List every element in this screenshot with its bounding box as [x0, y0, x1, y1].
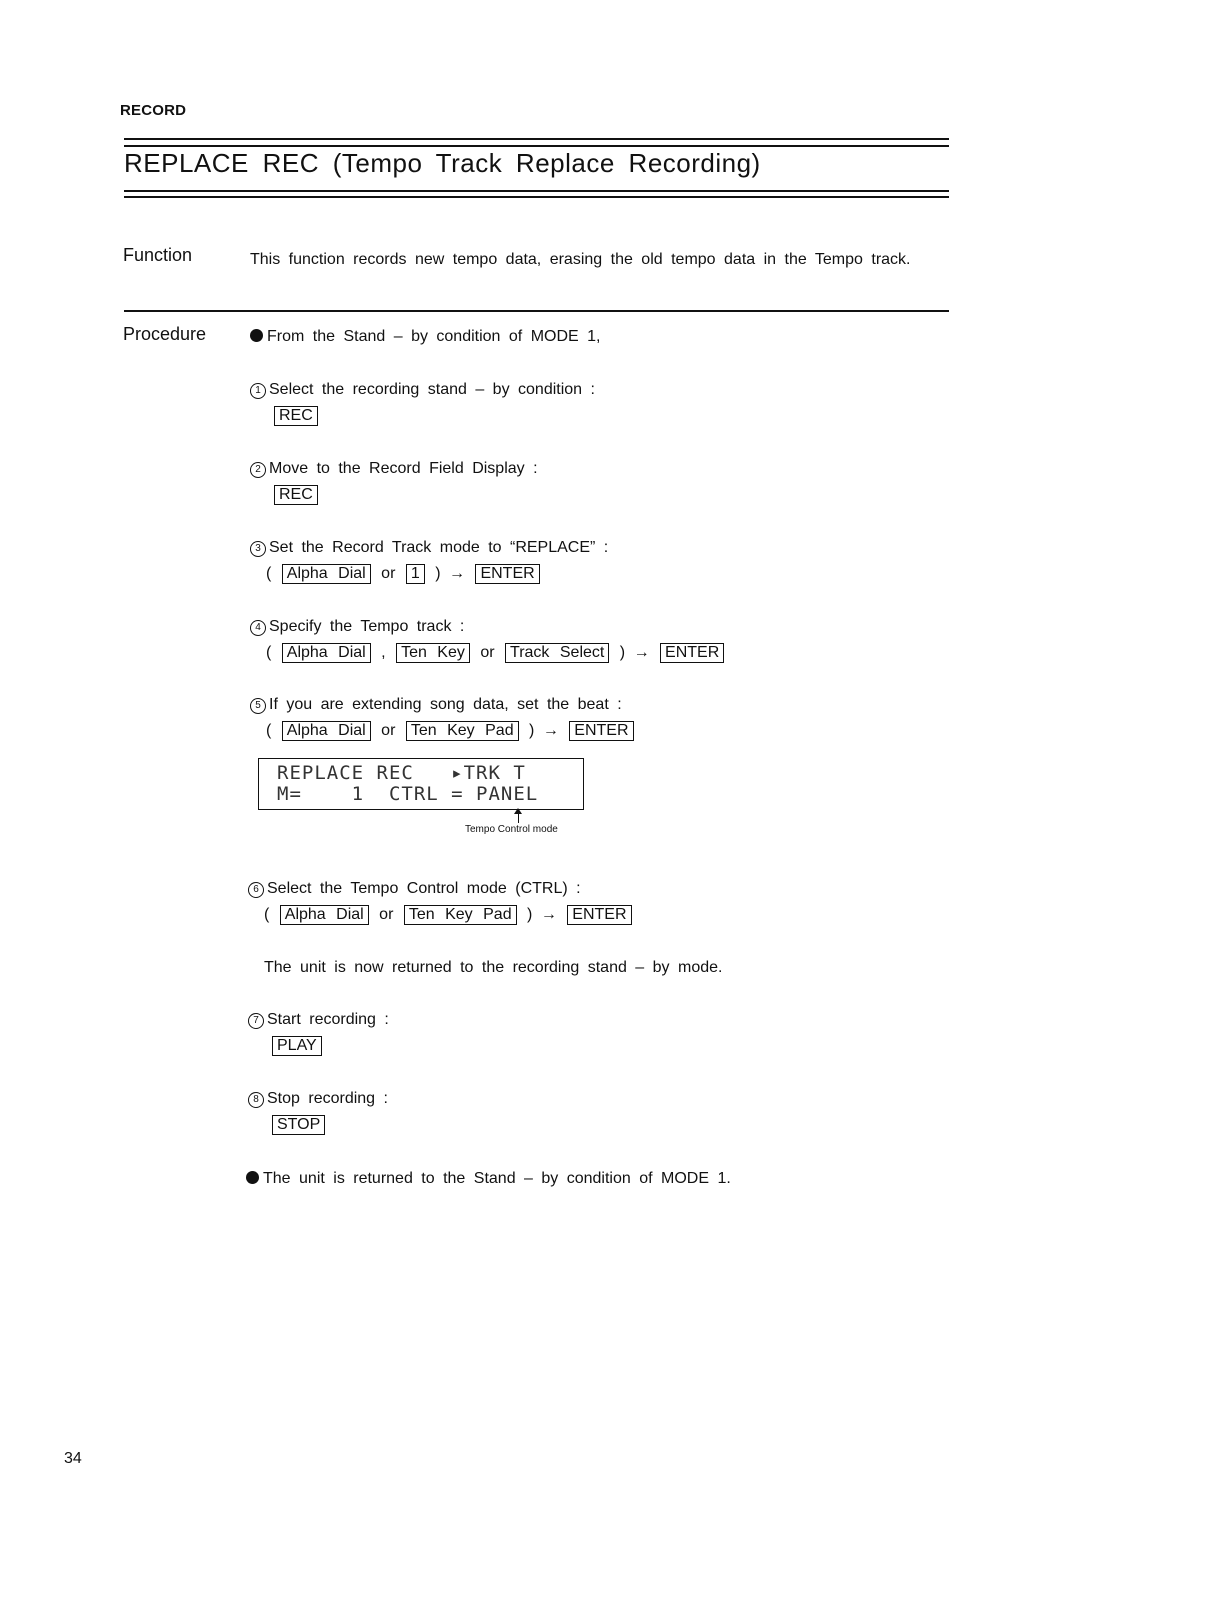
- rec-key: REC: [274, 485, 318, 505]
- stop-key: STOP: [272, 1115, 325, 1135]
- title-rule-2: [124, 196, 949, 198]
- step-1: 1 Select the recording stand – by condition : REC: [250, 377, 595, 429]
- one-key: 1: [406, 564, 425, 584]
- step-4: 4 Specify the Tempo track : ( Alpha Dial , Ten Key or Track Select ) → ENTER: [250, 614, 726, 666]
- bullet-icon: [246, 1171, 259, 1184]
- page-number: 34: [64, 1450, 82, 1467]
- step-8: 8 Stop recording : STOP: [248, 1086, 388, 1138]
- bullet-icon: [250, 329, 263, 342]
- enter-key: ENTER: [569, 721, 633, 741]
- play-key: PLAY: [272, 1036, 322, 1056]
- step-2: 2 Move to the Record Field Display : REC: [250, 456, 538, 508]
- enter-key: ENTER: [475, 564, 539, 584]
- circled-number: 6: [248, 882, 264, 898]
- alpha-dial-key: Alpha Dial: [280, 905, 369, 925]
- procedure-end: The unit is returned to the Stand – by condition of MODE 1.: [246, 1166, 731, 1192]
- enter-key: ENTER: [660, 643, 724, 663]
- lcd-display: [258, 758, 584, 810]
- arrow-right-icon: →: [540, 906, 557, 923]
- lcd-annotation: Tempo Control mode: [465, 824, 558, 835]
- circled-number: 7: [248, 1013, 264, 1029]
- alpha-dial-key: Alpha Dial: [282, 564, 371, 584]
- step-5: 5 If you are extending song data, set the beat : ( Alpha Dial or Ten Key Pad ) → ENTER: [250, 692, 636, 744]
- title-rule-1: [124, 190, 949, 192]
- lcd-line-1: REPLACE REC ▸TRK T: [277, 762, 526, 784]
- lcd-line-2: M= 1 CTRL = PANEL: [277, 783, 539, 805]
- circled-number: 8: [248, 1092, 264, 1108]
- standby-return-note: The unit is now returned to the recording stand – by mode.: [264, 959, 723, 976]
- arrow-right-icon: →: [448, 565, 465, 582]
- top-rule-1: [124, 138, 949, 140]
- procedure-start: From the Stand – by condition of MODE 1,: [250, 324, 600, 350]
- alpha-dial-key: Alpha Dial: [282, 721, 371, 741]
- track-select-key: Track Select: [505, 643, 609, 663]
- ten-key-pad-key: Ten Key Pad: [404, 905, 517, 925]
- function-label: Function: [123, 245, 193, 265]
- annotation-line: [518, 809, 519, 823]
- section-label: RECORD: [120, 102, 187, 119]
- circled-number: 1: [250, 383, 266, 399]
- function-text: This function records new tempo data, erasing the old tempo data in the Tempo track.: [250, 251, 911, 268]
- page-title: REPLACE REC (Tempo Track Replace Recording): [124, 148, 761, 178]
- circled-number: 3: [250, 541, 266, 557]
- ten-key-pad-key: Ten Key Pad: [406, 721, 519, 741]
- arrow-right-icon: →: [542, 722, 559, 739]
- step-3: 3 Set the Record Track mode to “REPLACE” : ( Alpha Dial or 1 ) → ENTER: [250, 535, 608, 587]
- circled-number: 5: [250, 698, 266, 714]
- alpha-dial-key: Alpha Dial: [282, 643, 371, 663]
- procedure-label: Procedure: [123, 324, 207, 344]
- circled-number: 2: [250, 462, 266, 478]
- arrow-right-icon: →: [633, 644, 650, 661]
- step-6: 6 Select the Tempo Control mode (CTRL) : ( Alpha Dial or Ten Key Pad ) → ENTER: [248, 876, 634, 928]
- rec-key: REC: [274, 406, 318, 426]
- function-rule: [124, 310, 949, 312]
- step-7: 7 Start recording : PLAY: [248, 1007, 389, 1059]
- top-rule-2: [124, 145, 949, 147]
- circled-number: 4: [250, 620, 266, 636]
- enter-key: ENTER: [567, 905, 631, 925]
- ten-key-key: Ten Key: [396, 643, 470, 663]
